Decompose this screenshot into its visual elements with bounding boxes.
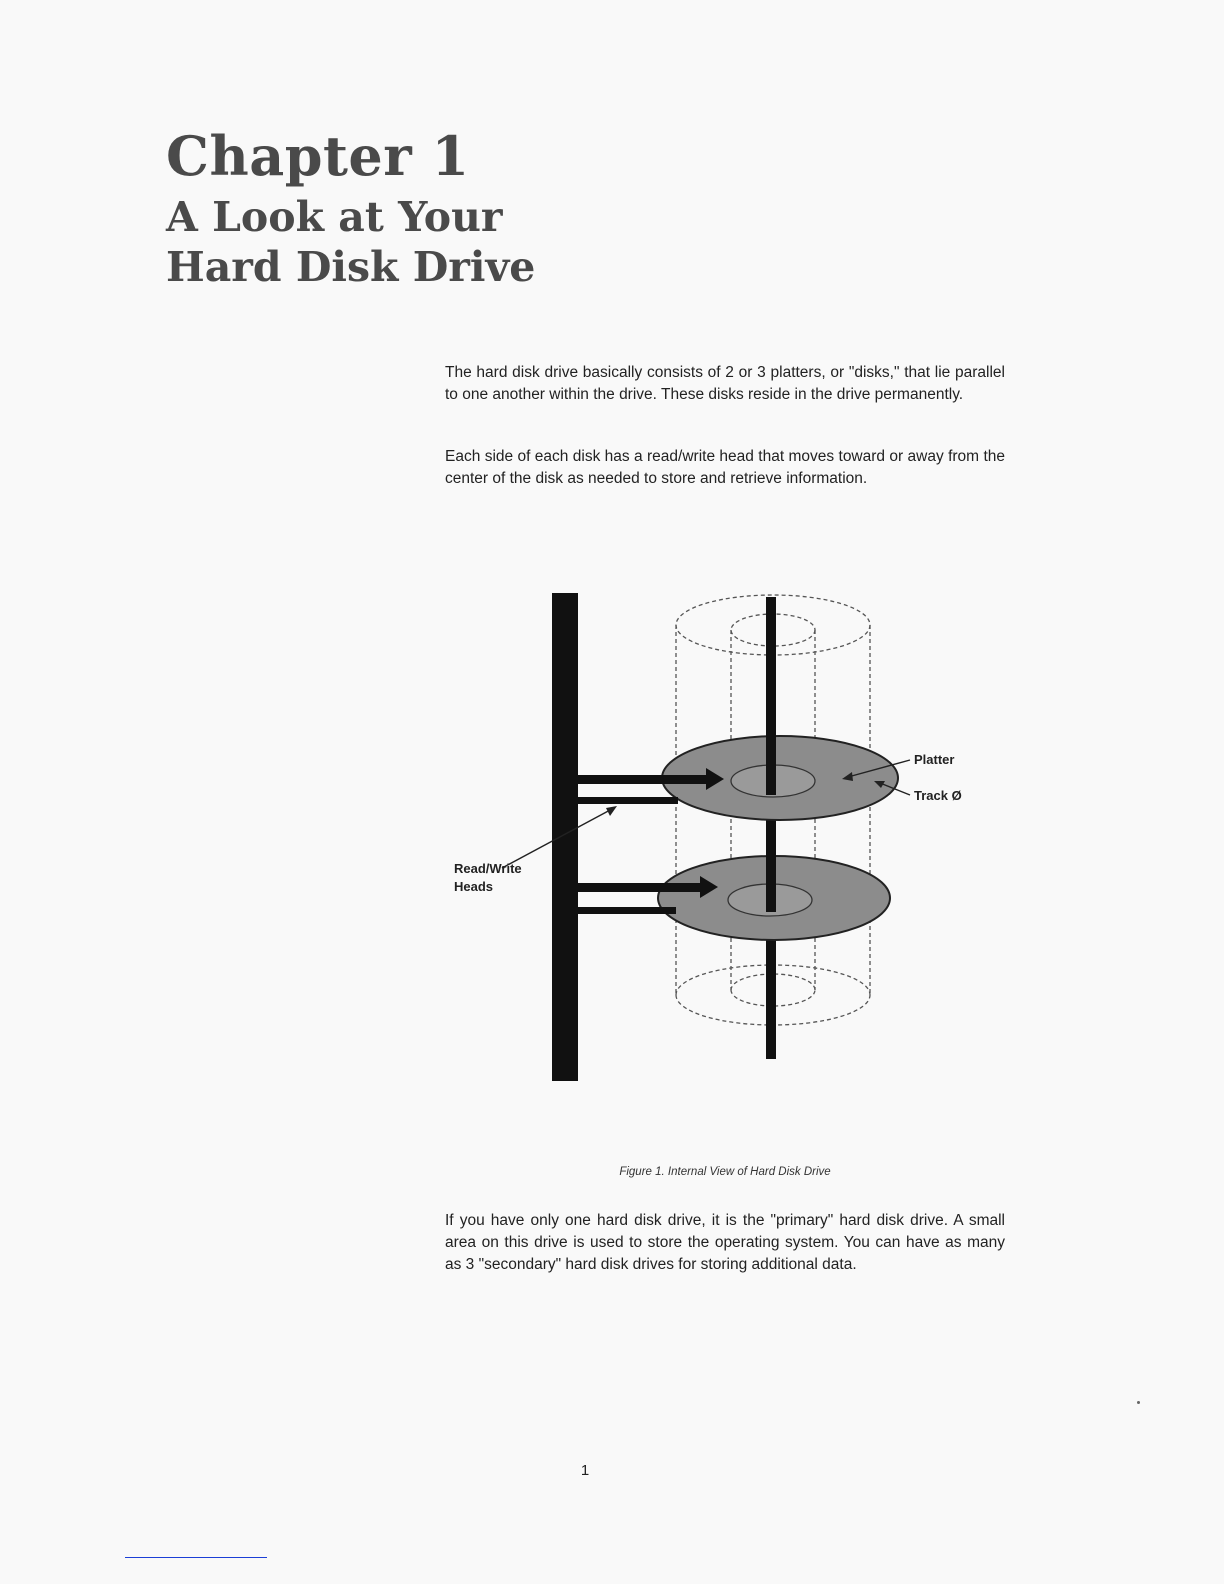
platter-lower xyxy=(658,850,890,940)
label-heads-line1: Read/Write xyxy=(454,861,522,876)
hard-disk-figure xyxy=(440,585,1000,1095)
chapter-heading xyxy=(166,124,586,292)
scan-speck xyxy=(1137,1401,1140,1404)
paragraph-heads xyxy=(445,446,1005,490)
paragraph-text: If you have only one hard disk drive, it is the "primary" hard disk drive. A small area on this drive is used to store the operating system. You can have as many as 3 "secondary" hard disk drives for storing additional data. xyxy=(445,1212,1005,1273)
chapter-title: A Look at Your Hard Disk Drive xyxy=(166,193,536,291)
page-number: 1 xyxy=(580,1462,590,1479)
actuator-bar xyxy=(552,593,578,1081)
spindle xyxy=(766,597,776,1059)
label-heads-line2: Heads xyxy=(454,879,494,894)
paragraph-text: The hard disk drive basically consists of 2 or 3 platters, or "disks," that lie parallel to one another within the drive. These disks reside in the drive permanently. xyxy=(445,364,1005,403)
footer-rule xyxy=(125,1557,267,1558)
label-platter: Platter xyxy=(914,752,955,767)
figure-caption: Figure 1. Internal View of Hard Disk Drive xyxy=(619,1166,831,1178)
label-track: Track Ø xyxy=(914,788,962,803)
paragraph-text: Each side of each disk has a read/write head that moves toward or away from the center of the disk as needed to store and retrieve information. xyxy=(445,448,1005,487)
chapter-number: Chapter 1 xyxy=(166,124,470,188)
hard-disk-diagram xyxy=(440,585,1000,1095)
paragraph-intro xyxy=(445,362,1005,406)
paragraph-primary xyxy=(445,1210,1005,1276)
